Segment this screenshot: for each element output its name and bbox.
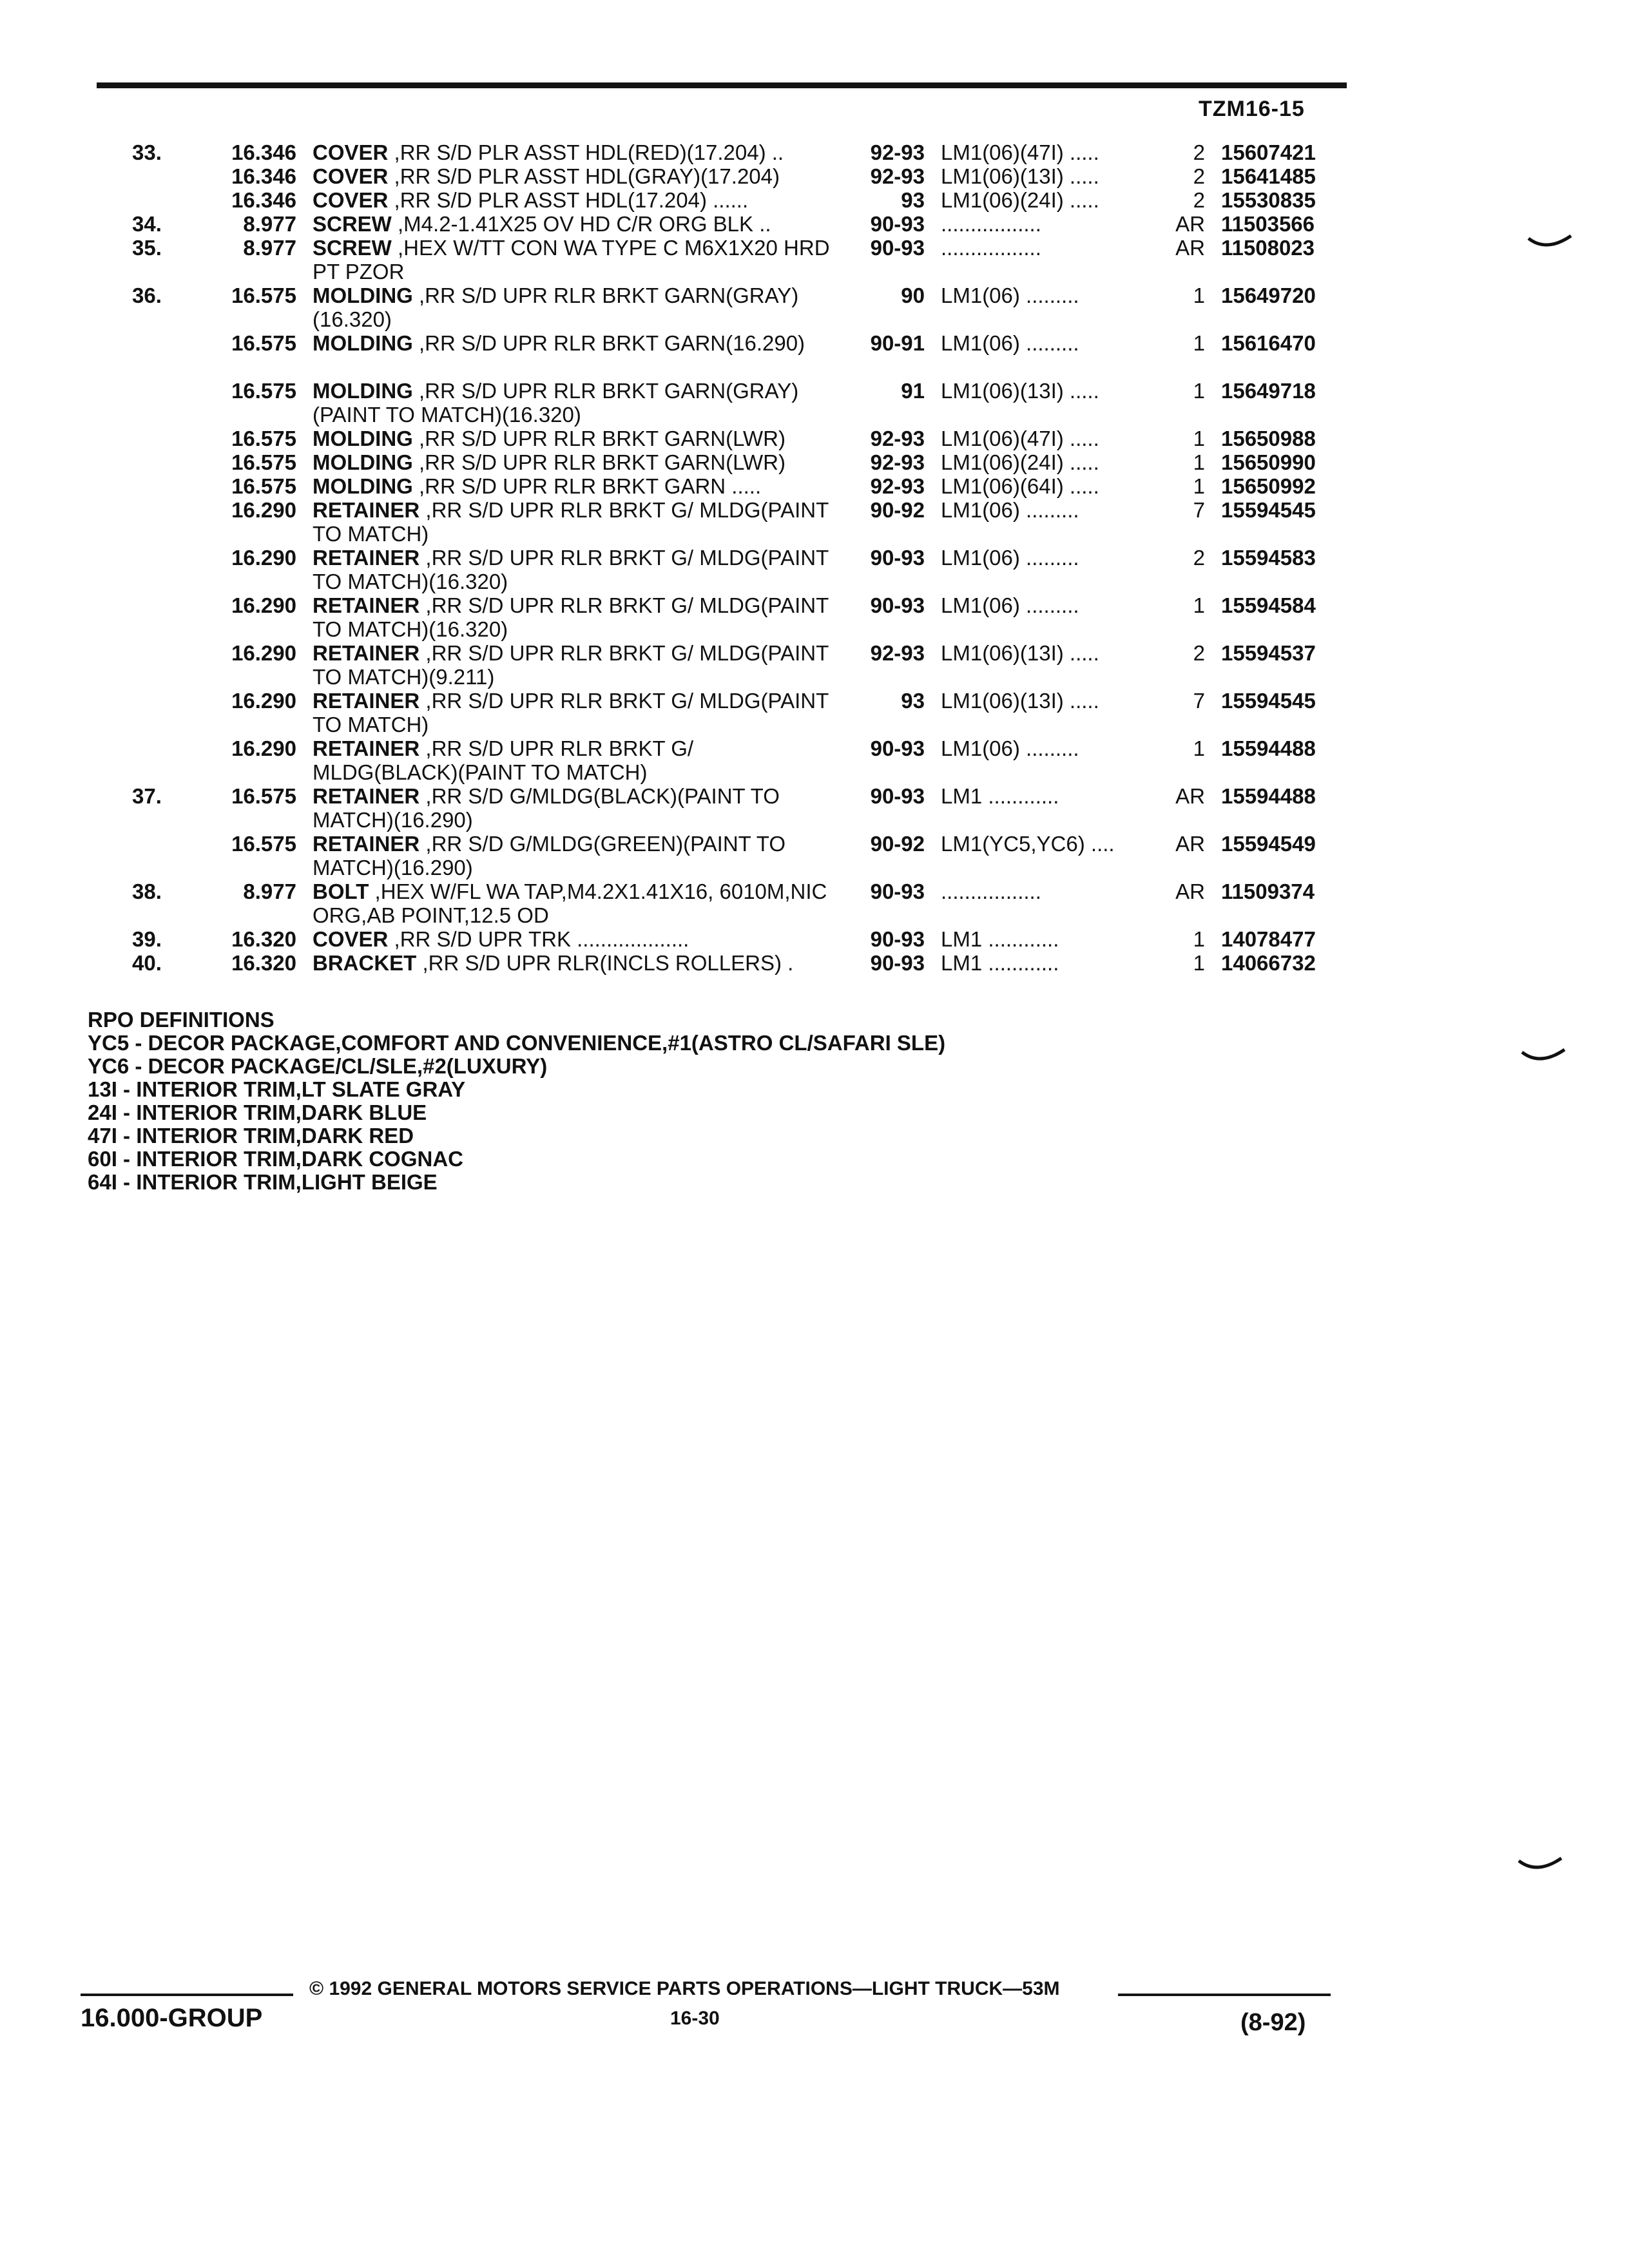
part-group: 16.575 [231, 284, 296, 307]
part-description [313, 379, 841, 427]
part-name: COVER [313, 188, 389, 212]
part-usage: ................. [941, 212, 1041, 236]
part-row [0, 784, 1629, 832]
part-description [313, 427, 841, 450]
rpo-title: RPO DEFINITIONS [88, 1008, 275, 1032]
part-usage: LM1(06)(24I) ..... [941, 188, 1099, 212]
part-usage: LM1(06) ......... [941, 284, 1079, 307]
part-group: 16.346 [231, 164, 296, 188]
part-ref: 39. [132, 927, 162, 951]
part-detail: ,RR S/D UPR RLR BRKT GARN(LWR) [419, 427, 786, 450]
part-detail: ,M4.2-1.41X25 OV HD C/R ORG BLK .. [398, 212, 771, 236]
part-qty: 1 [1193, 593, 1205, 617]
part-usage: LM1(06) ......... [941, 498, 1079, 522]
part-qty: 1 [1193, 331, 1205, 355]
part-row [0, 379, 1629, 427]
part-row [0, 951, 1629, 975]
part-detail: ,RR S/D UPR RLR BRKT GARN(GRAY) (PAINT TO MATCH)(16.320) [313, 379, 799, 427]
part-description [313, 689, 841, 736]
rpo-definitions [88, 1008, 945, 1194]
part-usage: LM1(06)(24I) ..... [941, 450, 1099, 474]
part-description [313, 140, 841, 164]
part-description [313, 927, 841, 951]
part-name: BRACKET [313, 951, 417, 975]
part-description [313, 474, 841, 498]
part-description [313, 498, 841, 546]
parts-list [0, 140, 1629, 975]
part-usage: LM1(06)(13I) ..... [941, 379, 1099, 403]
top-rule [97, 82, 1347, 88]
part-name: COVER [313, 140, 389, 164]
part-description [313, 832, 841, 879]
part-year: 90-93 [870, 236, 925, 260]
part-description [313, 164, 841, 188]
part-year: 90-93 [870, 784, 925, 808]
rpo-item: YC6 - DECOR PACKAGE/CL/SLE,#2(LUXURY) [88, 1054, 548, 1078]
footer-date: (8-92) [1240, 2009, 1306, 2036]
part-qty: 2 [1193, 188, 1205, 212]
part-name: MOLDING [313, 331, 413, 355]
part-detail: ,RR S/D UPR RLR BRKT G/ MLDG(BLACK)(PAINT TO MATCH) [313, 736, 694, 784]
rpo-item: 13I - INTERIOR TRIM,LT SLATE GRAY [88, 1077, 466, 1101]
part-detail: ,RR S/D UPR RLR BRKT GARN ..... [419, 474, 762, 498]
part-group: 8.977 [243, 879, 296, 903]
part-group: 16.290 [231, 593, 296, 617]
part-number: 15649718 [1221, 379, 1316, 403]
part-detail: ,RR S/D G/MLDG(BLACK)(PAINT TO MATCH)(16.290) [313, 784, 780, 832]
part-name: MOLDING [313, 427, 413, 450]
part-year: 90-93 [870, 736, 925, 760]
part-usage: LM1(06)(13I) ..... [941, 164, 1099, 188]
part-qty: 1 [1193, 284, 1205, 307]
part-year: 90-92 [870, 832, 925, 856]
part-number: 11509374 [1221, 879, 1315, 903]
part-row [0, 736, 1629, 784]
part-detail: ,HEX W/TT CON WA TYPE C M6X1X20 HRD PT PZOR [313, 236, 830, 284]
part-qty: 1 [1193, 951, 1205, 975]
part-row [0, 927, 1629, 951]
part-year: 90-92 [870, 498, 925, 522]
part-description [313, 951, 841, 975]
part-name: RETAINER [313, 736, 420, 760]
part-name: COVER [313, 927, 389, 951]
part-usage: LM1(06) ......... [941, 736, 1079, 760]
part-row [0, 832, 1629, 879]
part-number: 11503566 [1221, 212, 1315, 236]
part-name: COVER [313, 164, 389, 188]
part-description [313, 212, 841, 236]
part-description [313, 450, 841, 474]
part-year: 93 [901, 188, 925, 212]
rpo-item: 47I - INTERIOR TRIM,DARK RED [88, 1124, 414, 1148]
part-number: 14078477 [1221, 927, 1316, 951]
part-group: 16.346 [231, 188, 296, 212]
part-detail: ,RR S/D G/MLDG(GREEN)(PAINT TO MATCH)(16.290) [313, 832, 786, 879]
footer-copyright: © 1992 GENERAL MOTORS SERVICE PARTS OPERATIONS—LIGHT TRUCK—53M [309, 1978, 1060, 1999]
part-usage: LM1 ............ [941, 784, 1059, 808]
part-number: 15650992 [1221, 474, 1316, 498]
part-qty: 7 [1193, 689, 1205, 713]
part-row [0, 212, 1629, 236]
part-group: 16.575 [231, 427, 296, 450]
part-name: RETAINER [313, 832, 420, 856]
part-row [0, 546, 1629, 593]
part-detail: ,RR S/D UPR RLR BRKT G/ MLDG(PAINT TO MATCH)(9.211) [313, 641, 829, 689]
part-name: RETAINER [313, 784, 420, 808]
part-group: 16.290 [231, 641, 296, 665]
part-group: 16.290 [231, 689, 296, 713]
part-year: 90-93 [870, 927, 925, 951]
part-group: 8.977 [243, 236, 296, 260]
part-qty: 2 [1193, 140, 1205, 164]
part-year: 92-93 [870, 450, 925, 474]
part-year: 92-93 [870, 474, 925, 498]
part-description [313, 236, 841, 284]
rpo-item: YC5 - DECOR PACKAGE,COMFORT AND CONVENIENCE,#1(ASTRO CL/SAFARI SLE) [88, 1031, 946, 1055]
part-number: 15616470 [1221, 331, 1316, 355]
part-detail: ,RR S/D PLR ASST HDL(RED)(17.204) .. [394, 140, 784, 164]
part-number: 15607421 [1221, 140, 1316, 164]
part-year: 90 [901, 284, 925, 307]
part-number: 15530835 [1221, 188, 1316, 212]
part-detail: ,RR S/D UPR RLR(INCLS ROLLERS) . [422, 951, 794, 975]
part-qty: AR [1175, 832, 1205, 856]
part-name: SCREW [313, 212, 392, 236]
part-usage: ................. [941, 879, 1041, 903]
part-group: 16.290 [231, 546, 296, 570]
part-usage: LM1(06)(13I) ..... [941, 689, 1099, 713]
part-ref: 37. [132, 784, 162, 808]
part-qty: 2 [1193, 546, 1205, 570]
part-row [0, 641, 1629, 689]
part-detail: ,RR S/D UPR RLR BRKT G/ MLDG(PAINT TO MATCH) [313, 498, 829, 546]
part-row [0, 236, 1629, 284]
part-number: 15594549 [1221, 832, 1316, 856]
footer-group: 16.000-GROUP [81, 2004, 263, 2032]
part-row [0, 879, 1629, 927]
part-description [313, 593, 841, 641]
part-ref: 36. [132, 284, 162, 307]
part-detail: ,RR S/D UPR RLR BRKT GARN(16.290) [419, 331, 805, 355]
footer-rule [1118, 1994, 1331, 1996]
part-name: MOLDING [313, 284, 413, 307]
part-group: 16.575 [231, 784, 296, 808]
part-row [0, 188, 1629, 212]
part-usage: LM1(06)(13I) ..... [941, 641, 1099, 665]
part-usage: ................. [941, 236, 1041, 260]
part-year: 92-93 [870, 641, 925, 665]
part-usage: LM1 ............ [941, 951, 1059, 975]
part-row [0, 498, 1629, 546]
part-description [313, 641, 841, 689]
part-detail: ,RR S/D UPR RLR BRKT G/ MLDG(PAINT TO MATCH)(16.320) [313, 546, 829, 593]
part-detail: ,RR S/D UPR RLR BRKT G/ MLDG(PAINT TO MATCH) [313, 689, 829, 736]
check-mark-icon [1527, 233, 1572, 250]
part-row [0, 474, 1629, 498]
part-group: 16.290 [231, 736, 296, 760]
part-row [0, 284, 1629, 331]
part-number: 15641485 [1221, 164, 1316, 188]
part-year: 90-93 [870, 212, 925, 236]
part-description [313, 879, 841, 927]
part-detail: ,HEX W/FL WA TAP,M4.2X1.41X16, 6010M,NIC ORG,AB POINT,12.5 OD [313, 879, 827, 927]
part-description [313, 331, 841, 355]
part-name: RETAINER [313, 593, 420, 617]
page-code: TZM16-15 [1199, 97, 1305, 121]
rpo-item: 64I - INTERIOR TRIM,LIGHT BEIGE [88, 1170, 438, 1194]
part-usage: LM1(06)(64I) ..... [941, 474, 1099, 498]
part-number: 15594545 [1221, 689, 1316, 713]
part-detail: ,RR S/D UPR TRK ................... [394, 927, 689, 951]
part-group: 16.575 [231, 379, 296, 403]
rpo-item: 60I - INTERIOR TRIM,DARK COGNAC [88, 1147, 464, 1171]
part-group: 16.575 [231, 331, 296, 355]
part-number: 15650990 [1221, 450, 1316, 474]
part-ref: 38. [132, 879, 162, 903]
part-number: 11508023 [1221, 236, 1315, 260]
part-qty: AR [1175, 212, 1205, 236]
part-name: MOLDING [313, 450, 413, 474]
part-group: 16.575 [231, 450, 296, 474]
part-number: 15594488 [1221, 736, 1316, 760]
part-number: 15650988 [1221, 427, 1316, 450]
part-description [313, 784, 841, 832]
part-year: 93 [901, 689, 925, 713]
part-detail: ,RR S/D UPR RLR BRKT GARN(LWR) [419, 450, 786, 474]
part-name: BOLT [313, 879, 369, 903]
part-usage: LM1 ............ [941, 927, 1059, 951]
part-qty: 1 [1193, 427, 1205, 450]
part-year: 91 [901, 379, 925, 403]
part-year: 90-91 [870, 331, 925, 355]
part-year: 92-93 [870, 427, 925, 450]
part-number: 15594545 [1221, 498, 1316, 522]
part-year: 92-93 [870, 164, 925, 188]
part-qty: 1 [1193, 474, 1205, 498]
part-name: RETAINER [313, 689, 420, 713]
part-group: 16.320 [231, 927, 296, 951]
part-qty: 1 [1193, 450, 1205, 474]
part-ref: 34. [132, 212, 162, 236]
part-row [0, 140, 1629, 164]
part-ref: 33. [132, 140, 162, 164]
check-mark-icon [1518, 1856, 1563, 1872]
part-detail: ,RR S/D PLR ASST HDL(17.204) ...... [394, 188, 749, 212]
part-qty: AR [1175, 236, 1205, 260]
part-qty: 7 [1193, 498, 1205, 522]
part-group: 8.977 [243, 212, 296, 236]
part-qty: 1 [1193, 736, 1205, 760]
part-number: 15594537 [1221, 641, 1316, 665]
part-number: 15649720 [1221, 284, 1316, 307]
part-detail: ,RR S/D UPR RLR BRKT G/ MLDG(PAINT TO MATCH)(16.320) [313, 593, 829, 641]
part-ref: 35. [132, 236, 162, 260]
check-mark-icon [1521, 1047, 1566, 1064]
rpo-item: 24I - INTERIOR TRIM,DARK BLUE [88, 1100, 427, 1124]
part-name: MOLDING [313, 474, 413, 498]
part-group: 16.320 [231, 951, 296, 975]
part-number: 14066732 [1221, 951, 1316, 975]
part-ref: 40. [132, 951, 162, 975]
part-year: 92-93 [870, 140, 925, 164]
part-qty: AR [1175, 784, 1205, 808]
part-number: 15594488 [1221, 784, 1316, 808]
part-qty: 2 [1193, 641, 1205, 665]
footer-page-number: 16-30 [670, 2008, 720, 2029]
part-qty: 2 [1193, 164, 1205, 188]
part-number: 15594584 [1221, 593, 1316, 617]
part-row [0, 427, 1629, 450]
part-name: RETAINER [313, 498, 420, 522]
part-name: RETAINER [313, 546, 420, 570]
part-year: 90-93 [870, 546, 925, 570]
part-qty: AR [1175, 879, 1205, 903]
part-description [313, 188, 841, 212]
part-number: 15594583 [1221, 546, 1316, 570]
part-detail: ,RR S/D UPR RLR BRKT GARN(GRAY) (16.320) [313, 284, 799, 331]
part-description [313, 284, 841, 331]
part-name: MOLDING [313, 379, 413, 403]
part-group: 16.290 [231, 498, 296, 522]
part-group: 16.575 [231, 832, 296, 856]
part-usage: LM1(06) ......... [941, 546, 1079, 570]
part-row [0, 331, 1629, 379]
part-usage: LM1(06)(47I) ..... [941, 427, 1099, 450]
part-usage: LM1(06) ......... [941, 331, 1079, 355]
part-qty: 1 [1193, 379, 1205, 403]
part-row [0, 450, 1629, 474]
part-usage: LM1(06) ......... [941, 593, 1079, 617]
part-detail: ,RR S/D PLR ASST HDL(GRAY)(17.204) [394, 164, 780, 188]
part-row [0, 593, 1629, 641]
part-row [0, 689, 1629, 736]
part-name: RETAINER [313, 641, 420, 665]
part-usage: LM1(06)(47I) ..... [941, 140, 1099, 164]
part-group: 16.575 [231, 474, 296, 498]
part-description [313, 546, 841, 593]
footer-rule [81, 1994, 293, 1996]
part-qty: 1 [1193, 927, 1205, 951]
part-description [313, 736, 841, 784]
part-group: 16.346 [231, 140, 296, 164]
part-year: 90-93 [870, 879, 925, 903]
part-year: 90-93 [870, 593, 925, 617]
part-year: 90-93 [870, 951, 925, 975]
part-row [0, 164, 1629, 188]
part-usage: LM1(YC5,YC6) .... [941, 832, 1115, 856]
part-name: SCREW [313, 236, 392, 260]
